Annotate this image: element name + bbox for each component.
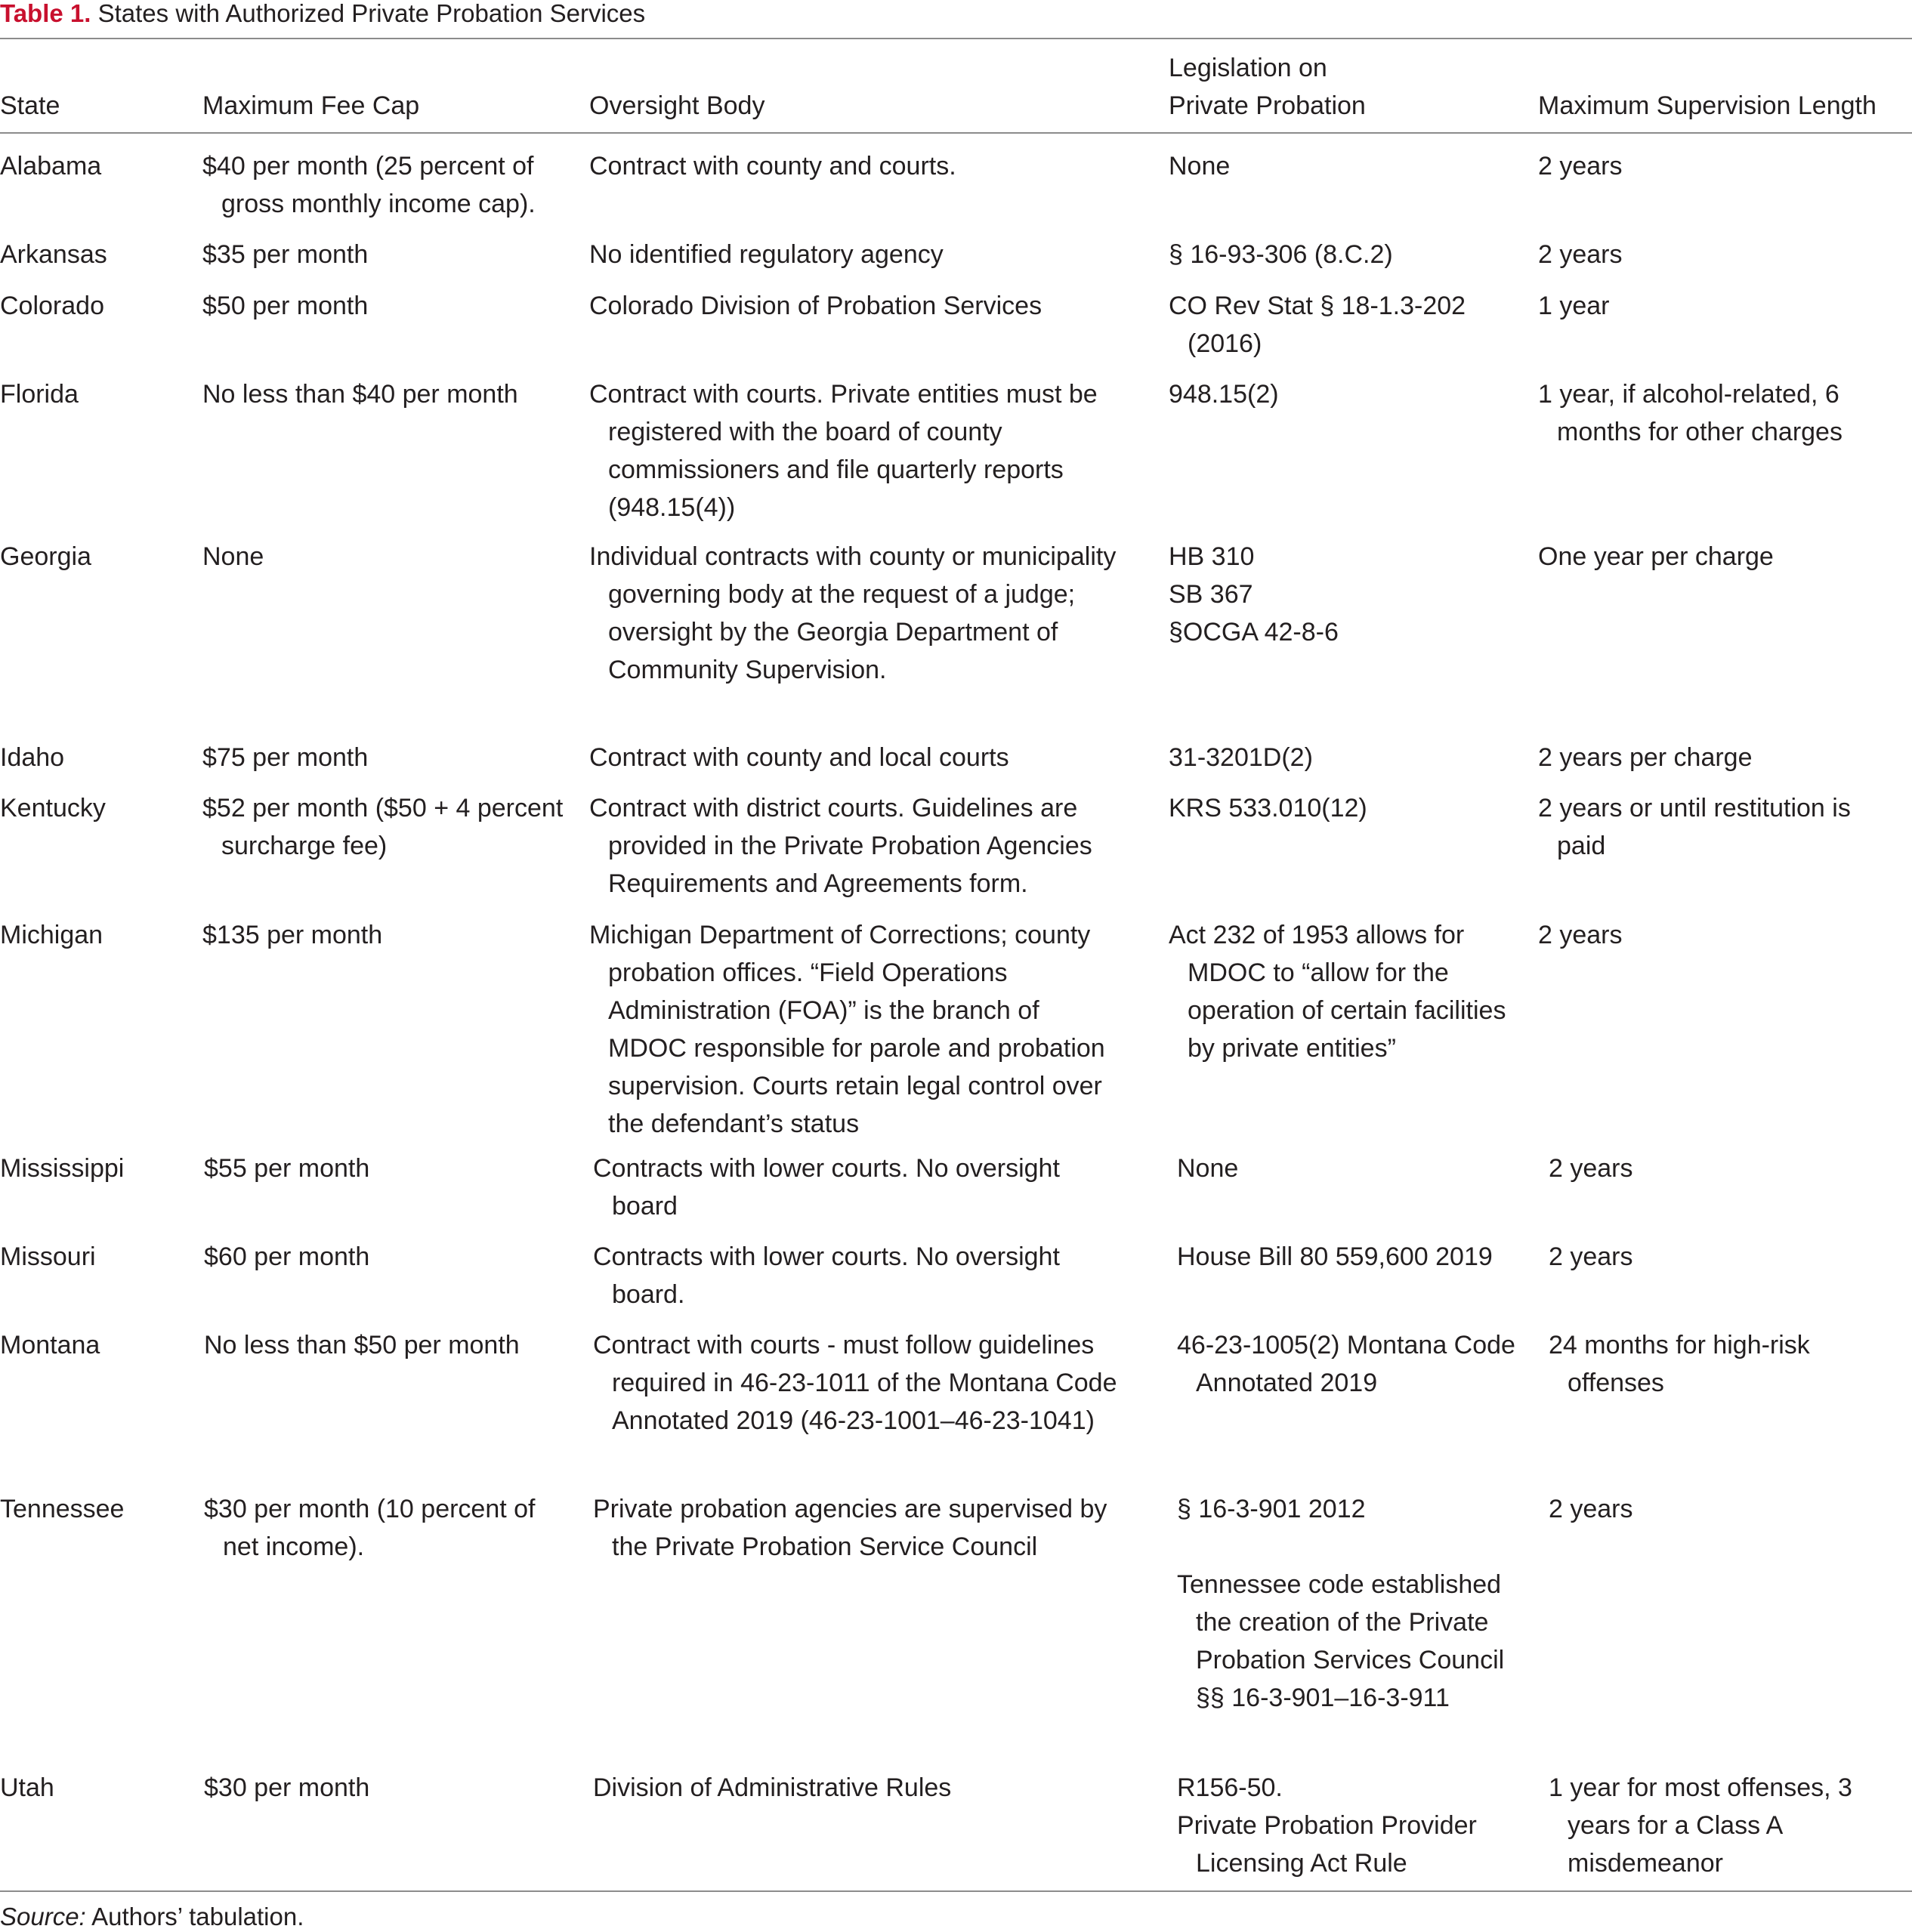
supervision-length-cell [1538, 538, 1893, 576]
state-name: Idaho [0, 743, 65, 772]
supervision-length-cell [1549, 1326, 1904, 1402]
source-note [0, 1902, 304, 1932]
state-name: Missouri [0, 1242, 96, 1271]
cell-text: 31-3201D(2) [1169, 743, 1313, 772]
fee-cap-cell [202, 147, 565, 223]
cell-text: Contract with county and local courts [589, 743, 1009, 772]
state-name: Tennessee [0, 1495, 125, 1523]
legislation-cell [1177, 1150, 1524, 1187]
cell-text: 2 years [1538, 240, 1623, 269]
table-caption [0, 0, 645, 27]
cell-text: HB 310 [1169, 542, 1255, 571]
fee-cap-cell [204, 1326, 567, 1364]
supervision-length-cell [1538, 287, 1893, 325]
cell-text: $60 per month [204, 1242, 370, 1271]
supervision-length-cell [1538, 739, 1893, 776]
cell-text: 1 year [1538, 292, 1610, 320]
header-line: Maximum Fee Cap [202, 91, 420, 120]
fee-cap-cell [202, 287, 565, 325]
source-text: Authors’ tabulation. [85, 1903, 304, 1930]
cell-text: 2 years [1538, 152, 1623, 181]
cell-text: $52 per month ($50 + 4 percent surcharge fee) [202, 794, 564, 860]
cell-text: No less than $40 per month [202, 380, 518, 409]
table-title: States with Authorized Private Probation Services [97, 0, 646, 27]
cell-text: Contracts with lower courts. No oversight board [593, 1154, 1060, 1221]
oversight-cell [589, 739, 1118, 776]
header-line: Legislation on [1169, 54, 1327, 82]
cell-text: $50 per month [202, 292, 369, 320]
oversight-cell [593, 1490, 1122, 1566]
legislation-cell [1177, 1490, 1524, 1717]
supervision-length-cell [1538, 147, 1893, 185]
cell-text: $30 per month [204, 1773, 370, 1802]
supervision-length-cell [1549, 1238, 1904, 1276]
state-name: Mississippi [0, 1154, 125, 1183]
header-rule [0, 132, 1912, 134]
fee-cap-cell [202, 538, 565, 576]
oversight-cell [589, 236, 1118, 273]
cell-text: CO Rev Stat § 18-1.3-202 (2016) [1169, 292, 1466, 358]
fee-cap-cell [204, 1238, 567, 1276]
state-cell [0, 147, 193, 185]
fee-cap-cell [202, 375, 565, 413]
cell-text: $75 per month [202, 743, 369, 772]
legislation-cell [1177, 1238, 1524, 1276]
fee-cap-cell [202, 789, 565, 865]
cell-text: R156-50. [1177, 1773, 1283, 1802]
cell-text: Private probation agencies are supervised by the Private Probation Service Council [593, 1495, 1107, 1561]
legislation-cell [1169, 147, 1516, 185]
state-name: Georgia [0, 542, 91, 571]
cell-text: 24 months for high-risk offenses [1549, 1331, 1810, 1397]
cell-text: 2 years [1549, 1154, 1633, 1183]
oversight-cell [589, 916, 1118, 1143]
cell-text: 948.15(2) [1169, 380, 1279, 409]
cell-text: Contract with courts. Private entities must be registered with the board of county commissioners and file quarterly reports (948.15(4)) [589, 380, 1098, 522]
fee-cap-cell [204, 1490, 567, 1566]
cell-text: 2 years [1549, 1495, 1633, 1523]
state-cell [0, 287, 193, 325]
state-cell [0, 1150, 193, 1187]
header-oversight [589, 87, 1118, 125]
cell-text: Act 232 of 1953 allows for MDOC to “allow for the operation of certain facilities by private entities” [1169, 921, 1506, 1063]
legislation-cell [1169, 236, 1516, 273]
legislation-cell [1169, 375, 1516, 413]
supervision-length-cell [1549, 1150, 1904, 1187]
cell-text: Division of Administrative Rules [593, 1773, 952, 1802]
table-number: Table 1. [0, 0, 91, 27]
oversight-cell [589, 147, 1118, 185]
cell-text: None [1177, 1154, 1239, 1183]
cell-text: House Bill 80 559,600 2019 [1177, 1242, 1493, 1271]
state-name: Utah [0, 1773, 54, 1802]
legislation-cell [1169, 287, 1516, 363]
legislation-cell [1177, 1326, 1524, 1402]
state-name: Montana [0, 1331, 100, 1359]
supervision-length-cell [1538, 916, 1893, 954]
cell-text: § 16-93-306 (8.C.2) [1169, 240, 1393, 269]
state-name: Kentucky [0, 794, 106, 822]
header-line: Maximum Supervision Length [1538, 91, 1876, 120]
state-cell [0, 538, 193, 576]
state-cell [0, 1326, 193, 1364]
cell-text: $35 per month [202, 240, 369, 269]
cell-text: Individual contracts with county or municipality governing body at the request of a judge; oversight by the Georgia Department of Community Supervision. [589, 542, 1117, 684]
supervision-length-cell [1549, 1490, 1904, 1528]
legislation-cell [1169, 789, 1516, 827]
cell-text: None [202, 542, 264, 571]
cell-text: Tennessee code established the creation of the Private Probation Services Council §§ 16-3-901–16-3-911 [1177, 1570, 1505, 1712]
cell-text: 1 year, if alcohol-related, 6 months for other charges [1538, 380, 1843, 446]
cell-text: $135 per month [202, 921, 383, 949]
state-cell [0, 739, 193, 776]
cell-text: 2 years [1549, 1242, 1633, 1271]
oversight-cell [589, 375, 1118, 526]
fee-cap-cell [204, 1150, 567, 1187]
oversight-cell [593, 1326, 1122, 1440]
cell-text: Michigan Department of Corrections; county probation offices. “Field Operations Administration (FOA)” is the branch of MDOC responsible for parole and probation supervision. Courts retain legal control over the defendant’s status [589, 921, 1105, 1138]
state-cell [0, 916, 193, 954]
legislation-cell [1169, 538, 1516, 651]
cell-text: 46-23-1005(2) Montana Code Annotated 2019 [1177, 1331, 1515, 1397]
state-name: Colorado [0, 292, 104, 320]
cell-text: Colorado Division of Probation Services [589, 292, 1042, 320]
oversight-cell [589, 538, 1118, 689]
oversight-cell [593, 1238, 1122, 1313]
cell-text: § 16-3-901 2012 [1177, 1495, 1366, 1523]
cell-text: One year per charge [1538, 542, 1774, 571]
bottom-rule [0, 1890, 1912, 1892]
cell-text: 2 years [1538, 921, 1623, 949]
header-legislation [1169, 49, 1516, 125]
legislation-cell [1169, 739, 1516, 776]
legislation-cell [1177, 1769, 1524, 1882]
cell-text: $55 per month [204, 1154, 370, 1183]
fee-cap-cell [204, 1769, 567, 1807]
state-name: Arkansas [0, 240, 107, 269]
fee-cap-cell [202, 916, 565, 954]
state-name: Alabama [0, 152, 102, 181]
cell-text: No less than $50 per month [204, 1331, 520, 1359]
cell-text: §OCGA 42-8-6 [1169, 618, 1339, 647]
cell-text: Contracts with lower courts. No oversight board. [593, 1242, 1060, 1309]
header-fee-cap [202, 87, 565, 125]
fee-cap-cell [202, 236, 565, 273]
state-name: Florida [0, 380, 79, 409]
fee-cap-cell [202, 739, 565, 776]
header-line: Oversight Body [589, 91, 765, 120]
supervision-length-cell [1549, 1769, 1904, 1882]
state-cell [0, 1238, 193, 1276]
supervision-length-cell [1538, 789, 1893, 865]
oversight-cell [589, 789, 1118, 903]
header-state [0, 87, 193, 125]
oversight-cell [593, 1150, 1122, 1225]
cell-text: None [1169, 152, 1231, 181]
state-cell [0, 789, 193, 827]
legislation-cell [1169, 916, 1516, 1067]
header-line: State [0, 91, 60, 120]
cell-text: No identified regulatory agency [589, 240, 944, 269]
supervision-length-cell [1538, 375, 1893, 451]
cell-text: Private Probation Provider Licensing Act Rule [1177, 1811, 1477, 1878]
state-name: Michigan [0, 921, 103, 949]
source-label: Source: [0, 1903, 86, 1930]
paragraph-gap [1177, 1528, 1524, 1566]
top-rule [0, 38, 1912, 39]
cell-text: 1 year for most offenses, 3 years for a Class A misdemeanor [1549, 1773, 1852, 1878]
cell-text: SB 367 [1169, 580, 1253, 609]
oversight-cell [589, 287, 1118, 325]
state-cell [0, 236, 193, 273]
state-cell [0, 1490, 193, 1528]
header-supervision-length [1538, 87, 1893, 125]
state-cell [0, 375, 193, 413]
header-line: Private Probation [1169, 91, 1366, 120]
oversight-cell [593, 1769, 1122, 1807]
cell-text: Contract with district courts. Guidelines are provided in the Private Probation Agencies Requirements and Agreements form. [589, 794, 1092, 898]
supervision-length-cell [1538, 236, 1893, 273]
cell-text: Contract with courts - must follow guidelines required in 46-23-1011 of the Montana Code Annotated 2019 (46-23-1001–46-23-1041) [593, 1331, 1117, 1435]
cell-text: $40 per month (25 percent of gross monthly income cap). [202, 152, 536, 218]
cell-text: $30 per month (10 percent of net income). [204, 1495, 536, 1561]
state-cell [0, 1769, 193, 1807]
cell-text: Contract with county and courts. [589, 152, 956, 181]
cell-text: KRS 533.010(12) [1169, 794, 1367, 822]
cell-text: 2 years per charge [1538, 743, 1753, 772]
cell-text: 2 years or until restitution is paid [1538, 794, 1851, 860]
